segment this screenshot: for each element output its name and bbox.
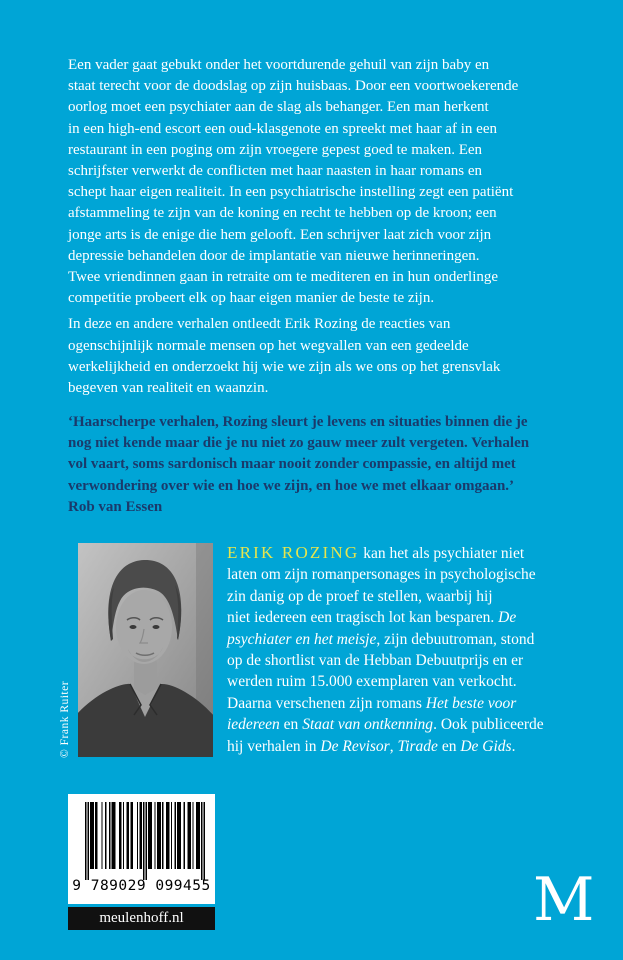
bio-line: iedereen en Staat van ontkenning. Ook publiceerde [227, 716, 544, 734]
bio-line: ERIK ROZING kan het als psychiater niet [227, 543, 525, 562]
bio-line: hij verhalen in De Revisor, Tirade en De Gids. [227, 737, 516, 755]
bio-line: psychiater en het meisje, zijn debuutroman, stond [227, 630, 535, 648]
review-attribution: Rob van Essen [68, 498, 163, 515]
synopsis-text [68, 55, 518, 399]
bio-line: Daarna verschenen zijn romans Het beste voor [227, 694, 517, 712]
author-photo [78, 543, 213, 757]
bio-line: niet iedereen een tragisch lot kan besparen. De [227, 609, 517, 627]
publisher-url-band: meulenhoff.nl [68, 907, 215, 930]
barcode-bars [85, 802, 205, 880]
bio-line: op de shortlist van de Hebban Debuutprijs en er [227, 652, 524, 670]
publisher-logo-m: M [533, 865, 595, 935]
bio-line: werden ruim 15.000 exemplaren van verkocht. [227, 673, 517, 691]
bio-line: laten om zijn romanpersonages in psychologische [227, 566, 536, 584]
photo-credit: © Frank Ruiter [59, 680, 71, 758]
author-bio [227, 542, 572, 757]
barcode [68, 794, 215, 904]
barcode-number: 9 789029 099455 [72, 878, 211, 894]
synopsis-paragraph-2: In deze en andere verhalen ontleedt Erik Rozing de reacties van ogenschijnlijk normale mensen op het wegvallen van een gedeelde werkelijkheid en onderzoekt hij wie we zijn als we ons op het grensvlak begeven van realiteit en waanzin. [68, 316, 501, 397]
bio-line: zin danig op de proef te stellen, waarbij hij [227, 587, 493, 605]
synopsis-paragraph-1: Een vader gaat gebukt onder het voortdurende gehuil van zijn baby en staat terecht voor de doodslag op zijn huisbaas. Door een voortwoekerende oorlog moet een psychiater aan de slag als behanger. Een man herkent in een high-end escort een oud-klasgenote en spreekt met haar af in een restaurant in een poging om zijn vroegere gepest goed te maken. Een schrijfster verwerkt de conflicten met haar naasten in haar romans en schept haar eigen realiteit. In een psychiatrische instelling zegt een patiënt afstammeling te zijn van de koning en recht te hebben op de kroon; een jonge arts is de enige die hem gelooft. Een schrijver laat zich voor zijn depressie behandelen door de implantatie van nieuwe herinneringen. Twee vriendinnen gaan in retraite om te mediteren en in hun onderlinge competitie probeert elk op haar eigen manier de beste te zijn. [68, 57, 519, 307]
review-quote-block [68, 412, 529, 518]
author-portrait-illustration [78, 543, 213, 757]
review-quote-text: ‘Haarscherpe verhalen, Rozing sleurt je levens en situaties binnen die je nog niet kende maar die je nu niet zo gauw meer zult vergeten. Verhalen vol vaart, soms sardonisch maar nooit zonder compassie, en altijd met verwondering over wie en hoe we zijn, en hoe we met elkaar omgaan.’ [68, 414, 530, 494]
